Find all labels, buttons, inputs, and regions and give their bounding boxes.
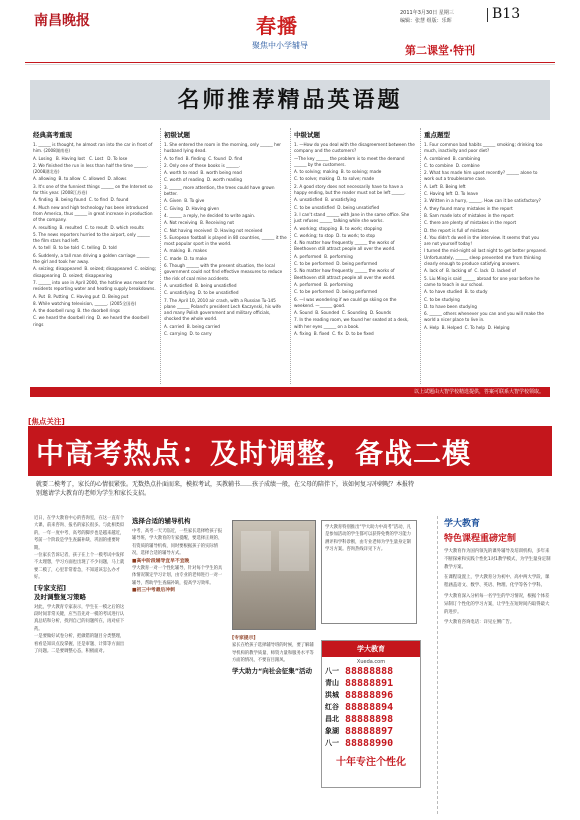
quiz-question: 3. Written in a hurry, ______. How can it be satisfactory? [424, 198, 541, 204]
sidebar-heading: 学大教育 [444, 519, 481, 529]
subheading-text: 及时调整复习策略 [34, 592, 86, 601]
paragraph: 对此，学大教育专家表示，学生在一模之后的这段时间非常关键，应当首先对一模的考试进行认真总结和分析，找到自己的问题所在，再对症下药。 [34, 604, 125, 632]
issue-editors: 编辑：张慧 组版：乐晖 [400, 18, 452, 24]
quiz-question: 6. Though ______ with the present situation, the local government could not find effective measures to reduce the risk of coal mine accidents. [164, 263, 284, 281]
quiz-question: C. worth of reading D. worth reading [164, 177, 242, 183]
quiz-question: C. to solve; making D. to solve; made [294, 176, 375, 182]
quiz-question: 1. ______ is thought, he almost ran into the car in front of him. (2008湖南卷) [33, 142, 154, 154]
quiz-question: A. finding B. being found C. to find D. found [33, 197, 129, 203]
hotline-city: 洪城 [325, 690, 339, 699]
quiz-question: 6. Suddenly, a tall man driving a golden carriage ______ the girl and took her away. [33, 252, 151, 265]
page-header [0, 0, 580, 66]
quiz-question: A. allowing B. to allow C. allowed D. allows [33, 176, 127, 182]
quiz-question: A. resulting B. resulted C. to result D. which results [33, 224, 144, 230]
quiz-footer-strip: 以上试题由大智学校精选提供，答案可联系大智学校领取。 [30, 387, 550, 397]
hotline-city: 八一 [325, 666, 339, 675]
quiz-title: 名师推荐精品英语题 [177, 87, 403, 113]
issue-meta [400, 9, 490, 25]
quiz-column-1 [30, 128, 160, 384]
paragraph: 学大教育作为国内领先的课外辅导及培训机构，多年来不断探索和实践个性化1对1教学模式，为学生量身定制教学方案。 [444, 549, 551, 570]
article-lead: 就要二模考了，家长的心情很紧张。无数热点扑面而来，模拟考试，买教辅书……孩子成绩一般，在父母的陪伴下，该如何复习冲刺呢？本报特别邀请学大教育的老师为学生和家长支招。 [36, 481, 415, 497]
hotline-list [322, 665, 420, 749]
issue-date: 2011年3月30日 星期三 [400, 10, 454, 16]
header-rule [25, 62, 555, 63]
quiz-question: 4. You didn't do well in the interview. It seems that you are not yourself today! [424, 234, 541, 247]
brand-title: 春播 [256, 14, 298, 38]
hotline-city: 八一 [325, 738, 339, 747]
quiz-question: A. performed B. performing [294, 253, 353, 259]
quiz-question: A. to tell B. to be told C. telling D. told [33, 245, 117, 251]
quiz-question: D. to have been studying [424, 303, 477, 309]
paragraph: 一位家长告诉记者，孩子在上个一模考试中发挥不太理想，学习方面也出现了不少问题，马上就要二模了，心里非常着急，不知道该怎么办才好。 [34, 553, 125, 581]
hotline-phone: 88888894 [345, 701, 394, 713]
quiz-question: C. Not having received D. Having not received [164, 227, 263, 233]
article-column-3 [232, 635, 316, 678]
hotline-row [322, 665, 420, 677]
brand-logo [256, 10, 322, 38]
hotline-phone: 88888990 [345, 737, 394, 749]
hotline-row [322, 725, 420, 737]
quiz-question: 5. The news reporters hurried to the airport, only ______ the film stars had left. [33, 231, 152, 244]
sidebar-subheading: 特色课程重磅定制 [444, 534, 517, 544]
quiz-question: C. to be performed D. being performed [294, 289, 378, 295]
quiz-question: A. unsatisfied B. being unsatisfied [164, 282, 237, 288]
quiz-question: 2. What has made him upset recently? ______ alone to work out a troublesome case. [424, 170, 539, 182]
quiz-column-3 [290, 128, 420, 384]
brand-subtitle: 聚焦中小学辅导 [252, 41, 308, 50]
quiz-question: A. performed B. performing [294, 281, 353, 287]
paragraph: 学大教育深入分析每一名学生的学习情况，根据个体差异制订个性化的学习方案，让学生在短时间内取得最大的进步。 [444, 593, 550, 615]
photo-window [279, 531, 309, 571]
section-title: 第二课堂·特刊 [405, 44, 476, 57]
hotline-phone: 88888888 [345, 665, 394, 677]
quiz-column-heading: 初级试题 [164, 131, 190, 139]
photo-window [241, 531, 271, 571]
hotline-row [322, 713, 420, 725]
subheading: 学大助力“向社会征集”活动 [232, 666, 313, 675]
paragraph: 中考、高考一天天临近，一些家长选择给孩子报辅导班，学大教育的专家提醒，要选择正规的、有资质的辅导机构，同时要根据孩子的实际情况，选择合适的辅导方式。 [132, 529, 223, 557]
quiz-question: A. Losing B. Having lost C. Lost D. To lose [33, 155, 128, 161]
hotline-city: 青山 [325, 678, 339, 687]
quiz-question: A. unsatisfied B. unsatisfying [294, 197, 356, 203]
quiz-question: A. combined B. combining [424, 155, 481, 161]
quiz-question: A. Given B. To give [164, 198, 205, 204]
quiz-question: B. Sam made lots of mistakes in the report [424, 212, 514, 218]
quiz-question: A. Help B. Helped C. To help D. Helping [424, 324, 510, 330]
hotline-row [322, 737, 420, 749]
quiz-question: —The key ______ the problem is to meet the demand ______ by the customers. [294, 155, 406, 167]
quiz-question: 1. —How do you deal with the disagreement between the company and the customers? [294, 142, 417, 154]
quiz-title-band [30, 80, 550, 120]
quiz-question: 3. It's one of the funniest things ______ on the Internet so far this year. (2008江苏卷) [33, 183, 154, 196]
quiz-question: A. seizing; disappeared B. seized; disappeared C. seizing; disappearing D. seized; disappearing [33, 266, 158, 278]
advert-slogan: 十年专注个性化 [336, 757, 406, 768]
quiz-question: I turned the mid-night oil last night to get better prepared. Unfortunately, ______ sleep prevented me from thinking clearly enough to produce satisfying answers. [424, 248, 549, 267]
quiz-question: 6. —I was wondering if we could go skiing on the weekend. —______ good. [294, 296, 398, 308]
quiz-question: A. the doorbell rung B. the doorbell rings [33, 308, 120, 314]
hotline-phone: 88888897 [345, 725, 394, 737]
quiz-question: A. working; stopping B. to work; stopping [294, 225, 382, 231]
quiz-question: A. to have studied B. to study [424, 289, 488, 295]
quiz-column-2 [160, 128, 290, 384]
quiz-question: 3. ______ more attention, the trees could have grown better. [164, 184, 276, 197]
quiz-question: A. to find B. finding C. found D. find [164, 155, 243, 161]
hotline-row [322, 689, 420, 701]
quiz-question: A. worth to read B. worth being read [164, 170, 242, 176]
quiz-question: C. we heard the doorbell ring D. we heard the doorbell rings [33, 315, 151, 327]
quiz-question: C. Having left D. To leave [424, 191, 479, 197]
expert-tag: [专家提示] [232, 636, 256, 641]
quiz-question: A. making B. makes [164, 248, 207, 254]
hotline-city: 昌北 [325, 714, 339, 723]
brown-subheading: ■高中阶段辅导宜早不宜晚 [132, 558, 190, 564]
quiz-question: A. to solving; making B. to solving; made [294, 169, 382, 175]
quiz-question: C. carrying D. to carry [164, 331, 212, 337]
quiz-question: 4. Much new and high technology has been introduced from America, thus ______ in great increase in production of the company. [33, 204, 154, 223]
quiz-question: 4. No matter how frequently ______ the works of Beethoven still attract people all over the world. [294, 240, 396, 252]
quiz-question: C. unsatisfying D. to be unsatisfied [164, 290, 239, 296]
paragraph: 学大教育咨询电话：详见左侧广告。 [444, 620, 515, 626]
brown-subheading: ■初三中考最后冲刺 [132, 588, 175, 594]
quiz-question: 2. A good story does not necessarily have to have a happy ending, but the reader must not be left ______. [294, 183, 406, 196]
activity-box: 学大教育特别推出“学大助力中高考”活动，凡是参加活动的学生都可以获得免费的学习能力测评和学科诊断，由专业老师为学生量身定制学习方案。咨询热线详见下方。 [321, 520, 417, 624]
hotline-phone: 88888898 [345, 713, 394, 725]
header-rule-thin [25, 64, 555, 65]
advert-title: 学大教育 [322, 641, 420, 657]
article-column-1 [34, 515, 126, 656]
quiz-question: C. working; to stop D. to work; to stop [294, 232, 376, 238]
quiz-column-4 [420, 128, 550, 384]
paragraph: 学大教育一对一个性化辅导，针对每个学生的具体情况制定学习计划，由专业的老师进行一对一辅导，帮助学生查漏补缺，提高学习效率。 [132, 566, 223, 586]
quiz-question: 7. The April 10, 2010 air crash, with a Russian Tu-145 plane ______ Poland's president Lech Kaczynski, his wife and many Polish government and military officials, shocked the whole world. [164, 297, 283, 322]
quiz-question: C. made D. to make [164, 255, 208, 261]
quiz-question: 2. Only one of these books is ______. [164, 162, 240, 168]
quiz-question: 5. European football is played in 80 countries, ______ it the most popular sport in the world. [164, 234, 289, 247]
hotline-phone: 88888891 [345, 677, 394, 689]
paragraph: 在课程设置上，学大教育分为初中、高中两大学段，课程涵盖语文、数学、英语、物理、化学等各个学科。 [444, 575, 550, 589]
quiz-question: C. there are plenty of mistakes in the report [424, 220, 517, 226]
quiz-question: A. Left B. Being left [424, 183, 466, 189]
quiz-question: 7. In the reading room, we found her seated at a desk, with her eyes ______ on a book. [294, 317, 410, 329]
quiz-columns [30, 128, 550, 386]
quiz-question: 2. We finished the run in less than half the time ______. (2008湖北卷) [33, 162, 150, 175]
quiz-column-heading: 中级试题 [294, 131, 320, 139]
hotline-row [322, 677, 420, 689]
advert-site: Xueda.com [356, 659, 386, 665]
quiz-question: 6. ______ others whenever you can and you will make the world a nicer place to live in. [424, 311, 546, 323]
hotline-row [322, 701, 420, 713]
subheading-tag: [专家支招] [34, 583, 66, 592]
quiz-question: A. lack of B. lacking of C. lack D. lacked of [424, 268, 516, 274]
quiz-question: C. Giving D. Having given [164, 205, 220, 211]
quiz-column-heading: 经典高考重现 [33, 131, 72, 139]
article-column-2 [132, 515, 226, 595]
quiz-question: A. Not receiving B. Receiving not [164, 220, 235, 226]
quiz-question: A. Sound B. Sounded C. Sounding D. Sounds [294, 310, 392, 316]
quiz-question: 7. ______ into use in April 2000, the hotline was meant for residents reporting water and heating supply breakdowns. [33, 279, 156, 292]
sidebar-feature [437, 516, 553, 814]
quiz-question: 3. I can't stand ______ with Jane in the same office. She just refuses ______ talking while she works. [294, 211, 411, 224]
subheading [34, 584, 126, 602]
quiz-question: 1. She entered the room in the morning, only ______ her husband lying dead. [164, 142, 283, 154]
paragraph: 近日，在学大教育中心的咨询室，在这一直有个大课，前来咨询、报名的家长很多。与此相类似的，一年一度中考、高考的脚步也是越来越近，考前一个阶段是学生查漏补缺、巩固的重要时期。 [34, 516, 125, 551]
quiz-column-heading: 重点题型 [424, 131, 450, 139]
quiz-question: A. fixing B. fixed C. fix D. to be fixed [294, 331, 374, 337]
quiz-question: 4. ______ a reply, he decided to write again. [164, 212, 256, 218]
hotline-phone: 88888896 [345, 689, 394, 701]
quiz-question: 5. No matter how frequently ______ the works of Beethoven still attract people all over the world. [294, 268, 396, 280]
quiz-question: A. they found many mistakes in the report [424, 205, 513, 211]
paragraph: 一是要做好试卷分析，把做错的题目分类整理，看看是知识点没掌握，还是审题、计算等方面出了问题。二是要调整心态，积极面对。 [34, 634, 125, 655]
quiz-question: C. to be studying [424, 296, 460, 302]
hotline-city: 象湖 [325, 726, 339, 735]
hotline-city: 红谷 [325, 702, 339, 711]
page-number: B13 [492, 6, 521, 22]
student-photo [232, 520, 316, 630]
advert-hotlines [321, 640, 421, 788]
quiz-question: A. carried B. being carried [164, 323, 220, 329]
focus-tag: [焦点关注] [28, 417, 65, 426]
quiz-question: D. the report is full of mistakes [424, 227, 489, 233]
paragraph: 家长在给孩子选择辅导班的时候，要了解辅导机构的教学质量、师资力量和服务水平等方面的情况，不要盲目跟风。 [232, 643, 314, 664]
headline: 中高考热点：及时调整，备战二模 [36, 437, 472, 470]
quiz-question: 5. Liu Ming is said ______ abroad for one year before he came to teach in our school. [424, 275, 541, 287]
quiz-question: C. to combine D. combine [424, 162, 480, 168]
quiz-question: A. Put B. Putting C. Having put D. Being put [33, 293, 129, 299]
quiz-question: C. to be unsatisfied D. being unsatisfied [294, 204, 380, 210]
quiz-question: 8. While watching television, ______. (2005全国卷) [33, 300, 137, 306]
subheading: 选择合适的辅导机构 [132, 517, 191, 525]
quiz-question: C. to be performed D. being performed [294, 261, 378, 267]
newspaper-logo: 南昌晚报 [34, 13, 90, 29]
quiz-question: 1. Four common bad habits ______ smoking; drinking too much, inactivity and poor diet? [424, 142, 544, 154]
